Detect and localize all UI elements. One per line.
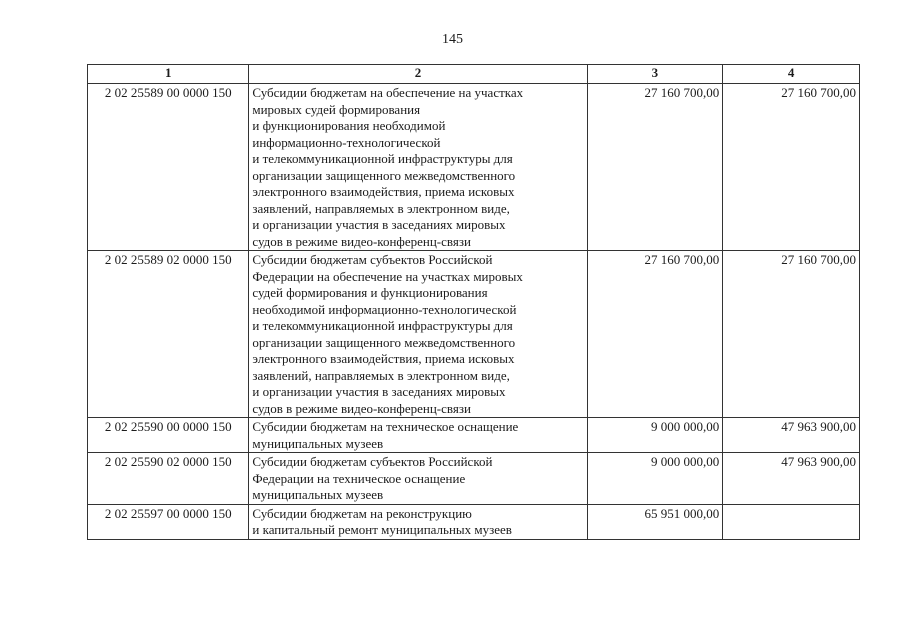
budget-code: 2 02 25589 02 0000 150 bbox=[88, 251, 249, 418]
table-header-row bbox=[88, 65, 860, 84]
table-row bbox=[88, 251, 860, 418]
table-row bbox=[88, 504, 860, 539]
row-description: Субсидии бюджетам субъектов Российской Федерации на обеспечение на участках мировых судей формирования и функционирования необходимой информационно-технологической и телекоммуникационной инфраструктуры для организации защищенного межведомственного электронного взаимодействия, приема исковых заявлений, направляемых в электронном виде, и организации участия в заседаниях мировых судов в режиме видео-конференц-связи bbox=[249, 251, 587, 418]
budget-code: 2 02 25589 00 0000 150 bbox=[88, 84, 249, 251]
table-row bbox=[88, 84, 860, 251]
amount-col4: 47 963 900,00 bbox=[723, 418, 860, 453]
budget-code: 2 02 25597 00 0000 150 bbox=[88, 504, 249, 539]
budget-table bbox=[87, 64, 860, 540]
budget-code: 2 02 25590 00 0000 150 bbox=[88, 418, 249, 453]
amount-col4: 27 160 700,00 bbox=[723, 84, 860, 251]
amount-col3: 27 160 700,00 bbox=[587, 84, 723, 251]
amount-col4: 27 160 700,00 bbox=[723, 251, 860, 418]
row-description: Субсидии бюджетам на техническое оснащение муниципальных музеев bbox=[249, 418, 587, 453]
amount-col3: 9 000 000,00 bbox=[587, 418, 723, 453]
amount-col3: 27 160 700,00 bbox=[587, 251, 723, 418]
column-header-3: 3 bbox=[587, 65, 723, 84]
budget-code: 2 02 25590 02 0000 150 bbox=[88, 453, 249, 505]
row-description: Субсидии бюджетам на реконструкцию и капитальный ремонт муниципальных музеев bbox=[249, 504, 587, 539]
column-header-1: 1 bbox=[88, 65, 249, 84]
column-header-4: 4 bbox=[723, 65, 860, 84]
page-number: 145 bbox=[442, 32, 463, 47]
table-row bbox=[88, 418, 860, 453]
amount-col3: 9 000 000,00 bbox=[587, 453, 723, 505]
column-header-2: 2 bbox=[249, 65, 587, 84]
amount-col3: 65 951 000,00 bbox=[587, 504, 723, 539]
row-description: Субсидии бюджетам субъектов Российской Федерации на техническое оснащение муниципальных музеев bbox=[249, 453, 587, 505]
row-description: Субсидии бюджетам на обеспечение на участках мировых судей формирования и функционирования необходимой информационно-технологической и телекоммуникационной инфраструктуры для организации защищенного межведомственного электронного взаимодействия, приема исковых заявлений, направляемых в электронном виде, и организации участия в заседаниях мировых судов в режиме видео-конференц-связи bbox=[249, 84, 587, 251]
amount-col4: 47 963 900,00 bbox=[723, 453, 860, 505]
table-row bbox=[88, 453, 860, 505]
amount-col4 bbox=[723, 504, 860, 539]
